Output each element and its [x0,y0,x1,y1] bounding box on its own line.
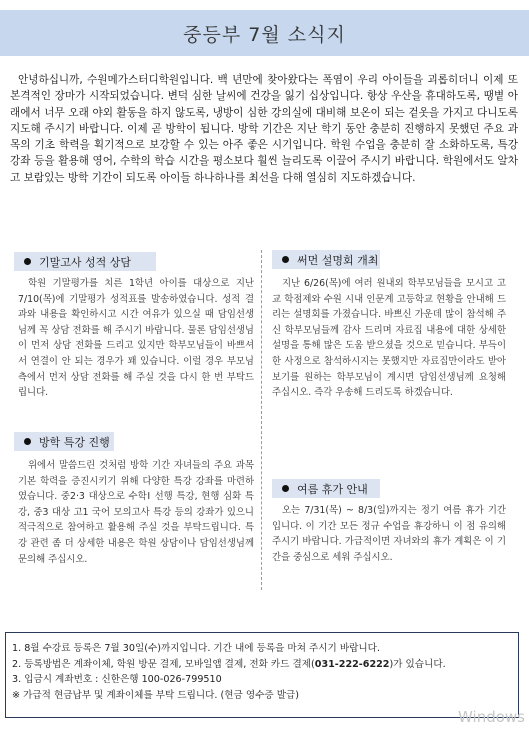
section-heading-special [14,432,114,451]
notice-line-payment [12,657,512,673]
section-paragraph: 위에서 말씀드린 것처럼 방학 기간 자녀들의 주요 과목 기본 학력을 증진시키기 위해 다양한 특강 강좌를 마련하였습니다. 중2·3 대상으로 수학Ⅰ 선행 특강, 현행 심화 특강, 중3 대상 고1 국어 모의고사 특강 등의 강좌가 있으니 적극적으로 참여하고 활용해 주실 것을 부탁드립니다. 특강 관련 좀 더 상세한 내용은 학원 상담이나 담임선생님께 문의해 주십시오. [18,460,254,565]
bullet-icon [282,256,289,263]
section-heading-briefing [272,250,380,269]
section-body-special [18,458,254,567]
notice-phone-number: 031-222-6222 [314,658,390,670]
section-body-exam [18,276,254,401]
section-heading-label: 방학 특강 진행 [39,435,110,449]
bullet-icon [24,438,31,445]
section-heading-label: 기말고사 성적 상담 [39,255,132,269]
section-heading-label: 여름 휴가 안내 [297,482,368,496]
intro-text [10,72,518,186]
bullet-icon [282,485,289,492]
notice-payment-suffix: )가 있습니다. [389,658,446,670]
section-heading-exam [14,252,156,271]
section-heading-holiday [272,479,380,498]
section-body-briefing [272,276,506,401]
section-paragraph: 학원 기말평가를 치른 1학년 아이를 대상으로 지난 7/10(목)에 기말평가 성적표를 발송하였습니다. 성적 결과와 내용을 확인하시고 시간 여유가 있으실 때 담임선생님께 꼭 상담 전화를 해 주시기 바랍니다. 물론 담임선생님이 먼저 상담 전화를 드리고 있지만 학부모님들이 바쁘셔서 연결이 안 되는 경우가 꽤 있습니다. 이럴 경우 부모님측에서 먼저 상담 전화를 해 주실 것을 다시 한 번 부탁드립니다. [18,278,254,399]
page-title: 중등부 7월 소식지 [183,23,346,46]
section-heading-label: 써먼 설명회 개최 [297,253,379,267]
tuition-notice-box [5,632,519,718]
notice-line-request: ※ 가급적 현금납부 및 계좌이체를 부탁 드립니다. (현금 영수증 발급) [12,689,299,701]
section-paragraph: 오는 7/31(목) ~ 8/3(일)까지는 정기 여름 휴가 기간입니다. 이 기간 모든 정규 수업을 휴강하니 이 점 유의해 주시기 바랍니다. 가급적이면 자녀와의 휴가 계획은 이 기간을 중심으로 세워 주십시오. [272,505,506,563]
notice-payment-text: 2. 등록방법은 계좌이체, 학원 방문 결제, 모바일앱 결제, 전화 카드 결제( [12,658,315,670]
notice-line-deadline: 1. 8월 수강료 등록은 7월 30일(수)까지입니다. 기간 내에 등록을 마쳐 주시기 바랍니다. [12,643,380,654]
notice-line-account: 3. 입금시 계좌번호 : 신한은행 100-026-799510 [12,674,222,685]
column-divider [261,250,262,590]
section-paragraph: 지난 6/26(목)에 여러 원내외 학부모님들을 모시고 고교 학점제와 수원 시내 인문계 고등학교 현황을 안내해 드리는 설명회를 가졌습니다. 바쁘신 가운데 많이 참석해 주신 학부모님들께 감사 드리며 자료집 내용에 대한 상세한 설명을 통해 많은 도움 받으셨을 것으로 믿습니다. 부득이한 사정으로 참석하시지는 못했지만 자료집만이라도 받아 보기를 원하는 학부모님이 계시면 담임선생님께 요청해 주십시오. 즉각 우송해 드리도록 하겠습니다. [272,278,506,399]
intro-paragraph: 안녕하십니까, 수원메가스터디학원입니다. 백 년만에 찾아왔다는 폭염이 우리 아이들을 괴롭히더니 이제 또 본격적인 장마가 시작되었습니다. 변덕 심한 날씨에 건강을 잃기 십상입니다. 항상 우산을 휴대하도록, 땡볕 아래에서 너무 오래 야외 활동을 하지 않도록, 냉방이 심한 강의실에 대비해 보온이 되는 겉옷을 가지고 다니도록 지도해 주시기 바랍니다. 이제 곧 방학이 됩니다. 방학 기간은 지난 학기 동안 충분히 진행하지 못했던 주요 과목의 기초 학력을 획기적으로 보강할 수 있는 아주 좋은 시기입니다. 학원 수업을 충분히 잘 소화하도록, 특강 강좌 등을 활용해 영어, 수학의 학습 시간을 평소보다 훨씬 늘리도록 이끌어 주시기 바랍니다. 학원에서도 알차고 보람있는 방학 기간이 되도록 아이들 하나하나를 최선을 다해 열심히 지도하겠습니다. [10,74,518,184]
windows-watermark: Windows [458,708,525,726]
newsletter-title-bar [0,10,529,56]
section-body-holiday [272,503,506,565]
bullet-icon [24,258,31,265]
